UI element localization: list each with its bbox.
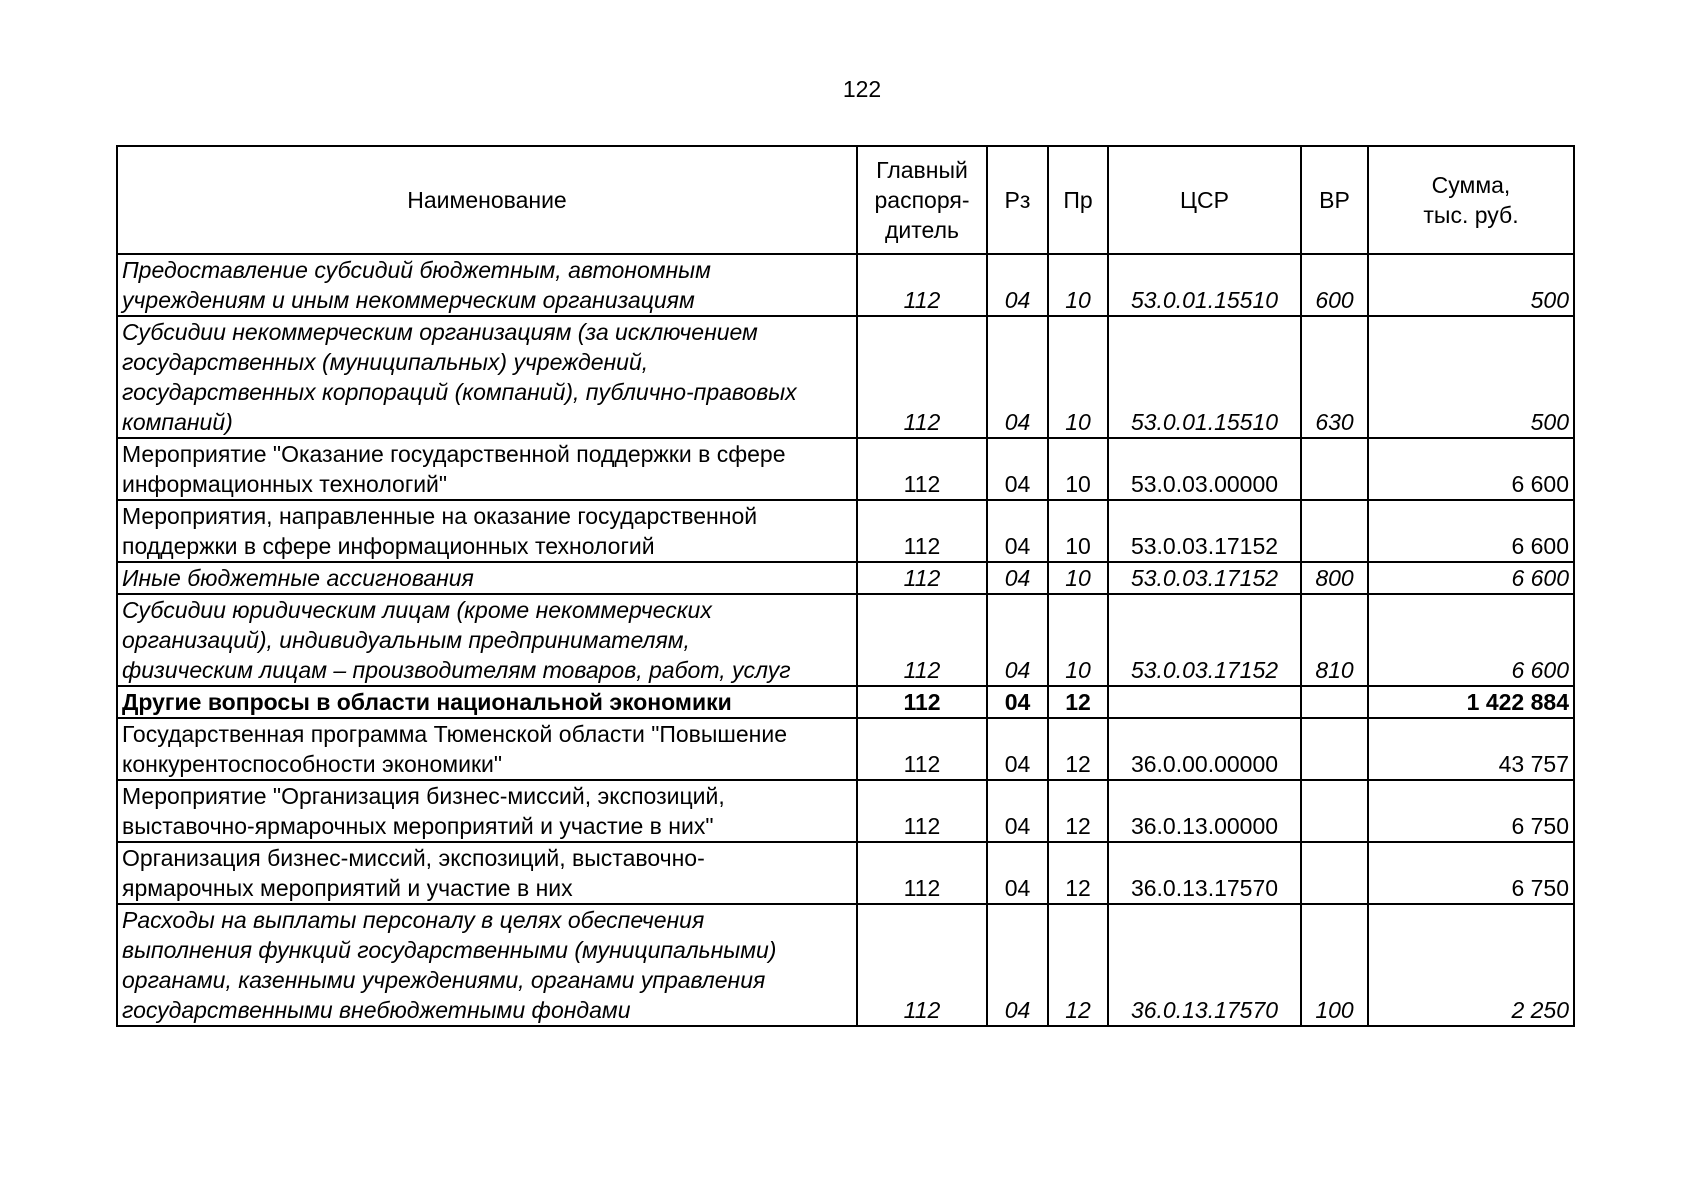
header-rz: Рз xyxy=(987,146,1048,254)
row-name xyxy=(117,562,857,594)
row-gr: 112 xyxy=(857,316,987,438)
row-name-line: Организация бизнес-миссий, экспозиций, выставочно- xyxy=(122,845,705,871)
row-rz: 04 xyxy=(987,438,1048,500)
row-rz: 04 xyxy=(987,562,1048,594)
row-vr xyxy=(1301,686,1368,718)
row-gr: 112 xyxy=(857,562,987,594)
row-name-line: Другие вопросы в области национальной экономики xyxy=(122,689,732,715)
row-name xyxy=(117,500,857,562)
row-name-line: конкурентоспособности экономики" xyxy=(122,751,503,777)
row-sum: 500 xyxy=(1368,316,1574,438)
row-csr: 53.0.03.17152 xyxy=(1108,562,1301,594)
row-csr: 53.0.01.15510 xyxy=(1108,254,1301,316)
page-number: 122 xyxy=(842,76,882,102)
row-name-line: выставочно-ярмарочных мероприятий и участие в них" xyxy=(122,813,714,839)
row-sum: 6 600 xyxy=(1368,562,1574,594)
row-sum: 500 xyxy=(1368,254,1574,316)
row-vr xyxy=(1301,718,1368,780)
header-sum: Сумма, тыс. руб. xyxy=(1368,146,1574,254)
row-name-line: органами, казенными учреждениями, органами управления xyxy=(122,967,766,993)
row-csr: 36.0.00.00000 xyxy=(1108,718,1301,780)
table-row xyxy=(117,686,1574,718)
row-gr: 112 xyxy=(857,780,987,842)
row-pr: 10 xyxy=(1048,316,1108,438)
row-vr: 630 xyxy=(1301,316,1368,438)
table-row xyxy=(117,254,1574,316)
row-sum: 6 600 xyxy=(1368,594,1574,686)
row-pr: 10 xyxy=(1048,500,1108,562)
row-pr: 10 xyxy=(1048,438,1108,500)
row-gr: 112 xyxy=(857,842,987,904)
table-row xyxy=(117,780,1574,842)
row-vr: 810 xyxy=(1301,594,1368,686)
row-pr: 10 xyxy=(1048,594,1108,686)
row-gr: 112 xyxy=(857,718,987,780)
row-name-line: учреждениям и иным некоммерческим организациям xyxy=(122,287,695,313)
table-row xyxy=(117,904,1574,1026)
header-name: Наименование xyxy=(117,146,857,254)
row-pr: 10 xyxy=(1048,562,1108,594)
table-row xyxy=(117,594,1574,686)
row-name xyxy=(117,594,857,686)
row-sum: 6 600 xyxy=(1368,438,1574,500)
row-name-line: Государственная программа Тюменской области "Повышение xyxy=(122,721,788,747)
row-name xyxy=(117,780,857,842)
row-vr xyxy=(1301,842,1368,904)
row-name-line: Субсидии юридическим лицам (кроме некоммерческих xyxy=(122,597,712,623)
table-row xyxy=(117,316,1574,438)
row-name-line: физическим лицам – производителям товаров, работ, услуг xyxy=(122,657,791,683)
row-name-line: Расходы на выплаты персоналу в целях обеспечения xyxy=(122,907,705,933)
row-rz: 04 xyxy=(987,500,1048,562)
row-name-line: компаний) xyxy=(122,409,233,435)
row-name-line: государственных корпораций (компаний), публично-правовых xyxy=(122,379,797,405)
row-name-line: информационных технологий" xyxy=(122,471,448,497)
row-rz: 04 xyxy=(987,842,1048,904)
row-csr: 53.0.03.17152 xyxy=(1108,500,1301,562)
row-rz: 04 xyxy=(987,594,1048,686)
row-name xyxy=(117,842,857,904)
row-csr: 36.0.13.17570 xyxy=(1108,904,1301,1026)
row-name xyxy=(117,254,857,316)
table-row xyxy=(117,438,1574,500)
row-vr xyxy=(1301,500,1368,562)
row-gr: 112 xyxy=(857,904,987,1026)
row-vr: 800 xyxy=(1301,562,1368,594)
row-rz: 04 xyxy=(987,686,1048,718)
row-gr: 112 xyxy=(857,254,987,316)
row-vr: 100 xyxy=(1301,904,1368,1026)
row-name-line: Предоставление субсидий бюджетным, автономным xyxy=(122,257,711,283)
row-vr xyxy=(1301,438,1368,500)
row-pr: 12 xyxy=(1048,686,1108,718)
row-rz: 04 xyxy=(987,904,1048,1026)
row-rz: 04 xyxy=(987,254,1048,316)
table-row xyxy=(117,562,1574,594)
row-gr: 112 xyxy=(857,438,987,500)
row-csr: 36.0.13.17570 xyxy=(1108,842,1301,904)
row-gr: 112 xyxy=(857,686,987,718)
row-sum: 6 600 xyxy=(1368,500,1574,562)
row-csr xyxy=(1108,686,1301,718)
row-name-line: Мероприятие "Организация бизнес-миссий, экспозиций, xyxy=(122,783,725,809)
row-name-line: государственными внебюджетными фондами xyxy=(122,997,631,1023)
row-name xyxy=(117,438,857,500)
table-row xyxy=(117,842,1574,904)
row-name-line: Мероприятие "Оказание государственной поддержки в сфере xyxy=(122,441,786,467)
row-vr: 600 xyxy=(1301,254,1368,316)
row-sum: 6 750 xyxy=(1368,842,1574,904)
row-csr: 53.0.03.17152 xyxy=(1108,594,1301,686)
row-rz: 04 xyxy=(987,316,1048,438)
row-name xyxy=(117,904,857,1026)
header-pr: Пр xyxy=(1048,146,1108,254)
row-sum: 43 757 xyxy=(1368,718,1574,780)
row-vr xyxy=(1301,780,1368,842)
row-name-line: организаций), индивидуальным предпринимателям, xyxy=(122,627,690,653)
row-gr: 112 xyxy=(857,500,987,562)
row-csr: 36.0.13.00000 xyxy=(1108,780,1301,842)
row-rz: 04 xyxy=(987,718,1048,780)
header-csr: ЦСР xyxy=(1108,146,1301,254)
row-name-line: государственных (муниципальных) учреждений, xyxy=(122,349,649,375)
row-name xyxy=(117,718,857,780)
row-pr: 12 xyxy=(1048,718,1108,780)
row-sum: 1 422 884 xyxy=(1368,686,1574,718)
table-row xyxy=(117,718,1574,780)
row-name-line: Иные бюджетные ассигнования xyxy=(122,565,474,591)
row-csr: 53.0.03.00000 xyxy=(1108,438,1301,500)
row-name-line: Мероприятия, направленные на оказание государственной xyxy=(122,503,758,529)
row-name-line: Субсидии некоммерческим организациям (за исключением xyxy=(122,319,758,345)
row-csr: 53.0.01.15510 xyxy=(1108,316,1301,438)
row-sum: 2 250 xyxy=(1368,904,1574,1026)
header-row xyxy=(117,146,1574,254)
header-gr: Главный распоря- дитель xyxy=(857,146,987,254)
row-name xyxy=(117,686,857,718)
budget-table xyxy=(116,145,1575,1027)
row-pr: 10 xyxy=(1048,254,1108,316)
table-row xyxy=(117,500,1574,562)
row-pr: 12 xyxy=(1048,780,1108,842)
row-pr: 12 xyxy=(1048,904,1108,1026)
header-vr: ВР xyxy=(1301,146,1368,254)
row-name-line: ярмарочных мероприятий и участие в них xyxy=(122,875,573,901)
row-sum: 6 750 xyxy=(1368,780,1574,842)
row-name-line: выполнения функций государственными (муниципальными) xyxy=(122,937,777,963)
row-name-line: поддержки в сфере информационных технологий xyxy=(122,533,655,559)
row-gr: 112 xyxy=(857,594,987,686)
row-pr: 12 xyxy=(1048,842,1108,904)
row-name xyxy=(117,316,857,438)
row-rz: 04 xyxy=(987,780,1048,842)
